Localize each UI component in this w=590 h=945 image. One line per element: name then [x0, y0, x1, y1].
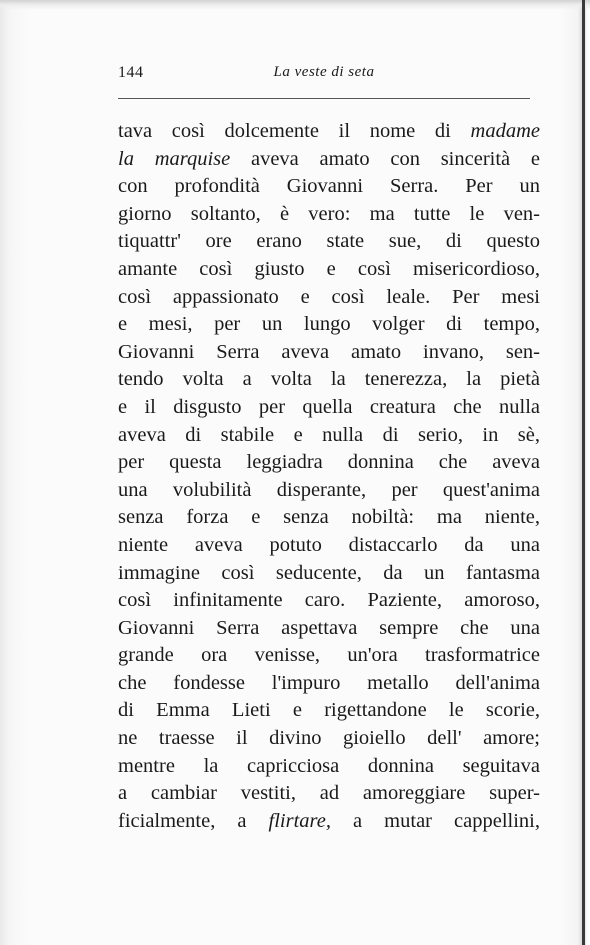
text-line: la marquise aveva amato con sincerità e: [118, 147, 540, 170]
text-line: così appassionato e così leale. Per mesi: [118, 285, 540, 308]
text-line: Giovanni Serra aspettava sempre che una: [118, 616, 540, 639]
text-line: grande ora venisse, un'ora trasformatrice: [118, 644, 540, 667]
text-line: e mesi, per un lungo volger di tempo,: [118, 313, 540, 336]
text-line: una volubilità disperante, per quest'anima: [118, 478, 540, 501]
text-line: senza forza e senza nobiltà: ma niente,: [118, 506, 540, 529]
text-line: che fondesse l'impuro metallo dell'anima: [118, 671, 540, 694]
text-line: ficialmente, a flirtare, a mutar cappellini,: [118, 809, 540, 832]
body-text: [118, 118, 540, 835]
text-line: niente aveva potuto distaccarlo da una: [118, 533, 540, 556]
text-line: mentre la capricciosa donnina seguitava: [118, 754, 540, 777]
running-title: La veste di seta: [273, 64, 375, 80]
header-rule: [118, 98, 530, 99]
scan-top-shadow: [0, 0, 590, 10]
text-line: ne traesse il divino gioiello dell' amore;: [118, 727, 540, 750]
text-line: immagine così seducente, da un fantasma: [118, 561, 540, 584]
text-line: a cambiar vestiti, ad amoreggiare super-: [118, 782, 540, 805]
page-header: [118, 64, 530, 84]
text-line: così infinitamente caro. Paziente, amoroso,: [118, 589, 540, 612]
text-line: tendo volta a volta la tenerezza, la pietà: [118, 368, 540, 391]
text-line: aveva di stabile e nulla di serio, in sè,: [118, 423, 540, 446]
text-line: giorno soltanto, è vero: ma tutte le ven-: [118, 202, 540, 225]
text-line: con profondità Giovanni Serra. Per un: [118, 175, 540, 198]
text-line: amante così giusto e così misericordioso,: [118, 257, 540, 280]
text-line: Giovanni Serra aveva amato invano, sen-: [118, 340, 540, 363]
text-line: tava così dolcemente il nome di madame: [118, 120, 540, 142]
text-line: di Emma Lieti e rigettandone le scorie,: [118, 699, 540, 722]
page-number: 144: [118, 64, 144, 81]
page-edge: [582, 0, 585, 945]
text-line: tiquattr' ore erano state sue, di questo: [118, 230, 540, 253]
text-line: per questa leggiadra donnina che aveva: [118, 451, 540, 474]
text-line: e il disgusto per quella creatura che nulla: [118, 395, 540, 418]
